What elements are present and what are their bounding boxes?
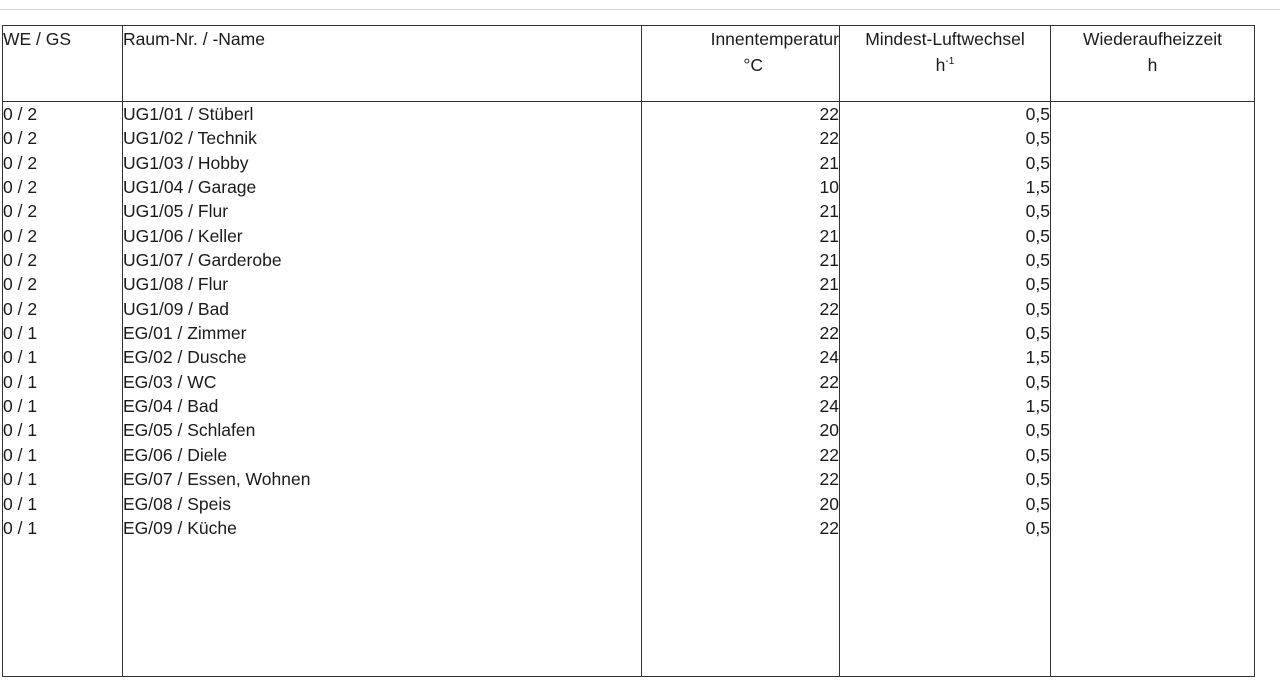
cell-air-change: 0,5 (1025, 128, 1050, 149)
cell-raum: EG/01 / Zimmer (123, 323, 247, 344)
header-temperature (642, 26, 840, 102)
header-air-change-unit-exponent: -1 (945, 56, 955, 68)
header-reheat-time (1051, 26, 1255, 102)
cell-raum: UG1/01 / Stüberl (123, 104, 254, 124)
cell-raum: UG1/08 / Flur (123, 274, 229, 295)
cell-air-change: 0,5 (1025, 250, 1050, 271)
cell-temperature: 22 (819, 517, 839, 538)
cell-we-gs: 0 / 1 (3, 396, 38, 417)
cell-raum: EG/05 / Schlafen (123, 420, 256, 441)
column-temperature (642, 102, 840, 677)
cell-we-gs: 0 / 1 (3, 347, 38, 368)
cell-raum: EG/06 / Diele (123, 444, 228, 465)
cell-temperature: 22 (819, 469, 839, 490)
cell-air-change: 0,5 (1025, 469, 1050, 490)
cell-temperature: 22 (819, 298, 839, 319)
header-temperature-label: Innentemperatur (710, 29, 839, 49)
cell-we-gs: 0 / 2 (3, 104, 38, 124)
cell-we-gs: 0 / 1 (3, 517, 38, 538)
cell-raum: EG/04 / Bad (123, 396, 219, 417)
cell-temperature: 22 (819, 104, 839, 124)
table-body-row (3, 102, 1255, 677)
cell-we-gs: 0 / 1 (3, 420, 38, 441)
cell-raum: UG1/02 / Technik (123, 128, 257, 149)
column-we-gs (3, 102, 123, 677)
cell-raum: EG/07 / Essen, Wohnen (123, 469, 311, 490)
cell-we-gs: 0 / 2 (3, 201, 38, 222)
cell-temperature: 20 (819, 420, 839, 441)
cell-air-change: 0,5 (1025, 517, 1050, 538)
cell-we-gs: 0 / 2 (3, 225, 38, 246)
cell-temperature: 10 (819, 177, 839, 198)
top-divider (0, 9, 1280, 10)
header-we-gs: WE / GS (3, 26, 123, 102)
column-reheat-time (1051, 102, 1255, 677)
cell-temperature: 21 (819, 201, 839, 222)
cell-we-gs: 0 / 2 (3, 298, 38, 319)
cell-air-change: 1,5 (1025, 396, 1050, 417)
cell-raum: UG1/09 / Bad (123, 298, 230, 319)
cell-we-gs: 0 / 2 (3, 274, 38, 295)
cell-air-change: 0,5 (1025, 493, 1050, 514)
cell-air-change: 0,5 (1025, 225, 1050, 246)
cell-we-gs: 0 / 2 (3, 152, 38, 173)
cell-raum: EG/09 / Küche (123, 517, 237, 538)
cell-raum: EG/02 / Dusche (123, 347, 247, 368)
cell-temperature: 24 (819, 347, 839, 368)
cell-air-change: 0,5 (1025, 298, 1050, 319)
cell-raum: UG1/05 / Flur (123, 201, 229, 222)
cell-air-change: 0,5 (1025, 323, 1050, 344)
room-table (2, 25, 1255, 677)
cell-temperature: 21 (819, 225, 839, 246)
header-reheat-time-label: Wiederaufheizzeit (1082, 29, 1223, 49)
cell-temperature: 22 (819, 371, 839, 392)
cell-raum: UG1/06 / Keller (123, 225, 243, 246)
header-reheat-time-unit: h (1147, 55, 1158, 75)
header-air-change (840, 26, 1051, 102)
cell-air-change: 0,5 (1025, 201, 1050, 222)
cell-air-change: 0,5 (1025, 104, 1050, 124)
cell-temperature: 21 (819, 152, 839, 173)
cell-raum: EG/03 / WC (123, 371, 217, 392)
cell-air-change: 0,5 (1025, 444, 1050, 465)
cell-we-gs: 0 / 1 (3, 469, 38, 490)
cell-we-gs: 0 / 1 (3, 444, 38, 465)
column-air-change (840, 102, 1051, 677)
header-raum: Raum-Nr. / -Name (123, 26, 642, 102)
cell-raum: UG1/07 / Garderobe (123, 250, 282, 271)
cell-we-gs: 0 / 1 (3, 323, 38, 344)
cell-raum: EG/08 / Speis (123, 493, 231, 514)
cell-we-gs: 0 / 2 (3, 128, 38, 149)
cell-temperature: 20 (819, 493, 839, 514)
cell-we-gs: 0 / 1 (3, 493, 38, 514)
cell-we-gs: 0 / 2 (3, 177, 38, 198)
cell-temperature: 24 (819, 396, 839, 417)
cell-air-change: 0,5 (1025, 420, 1050, 441)
header-air-change-unit-base: h (935, 55, 946, 75)
column-raum (123, 102, 642, 677)
cell-temperature: 21 (819, 274, 839, 295)
cell-air-change: 0,5 (1025, 371, 1050, 392)
cell-air-change: 1,5 (1025, 347, 1050, 368)
header-air-change-unit (840, 52, 1050, 78)
header-temperature-unit: °C (743, 55, 763, 75)
cell-air-change: 1,5 (1025, 177, 1050, 198)
cell-we-gs: 0 / 1 (3, 371, 38, 392)
cell-air-change: 0,5 (1025, 152, 1050, 173)
cell-we-gs: 0 / 2 (3, 250, 38, 271)
cell-air-change: 0,5 (1025, 274, 1050, 295)
header-air-change-label: Mindest-Luftwechsel (865, 29, 1025, 49)
cell-temperature: 22 (819, 444, 839, 465)
cell-temperature: 21 (819, 250, 839, 271)
cell-temperature: 22 (819, 323, 839, 344)
cell-temperature: 22 (819, 128, 839, 149)
table-header-row (3, 26, 1255, 102)
cell-raum: UG1/04 / Garage (123, 177, 257, 198)
cell-raum: UG1/03 / Hobby (123, 152, 249, 173)
